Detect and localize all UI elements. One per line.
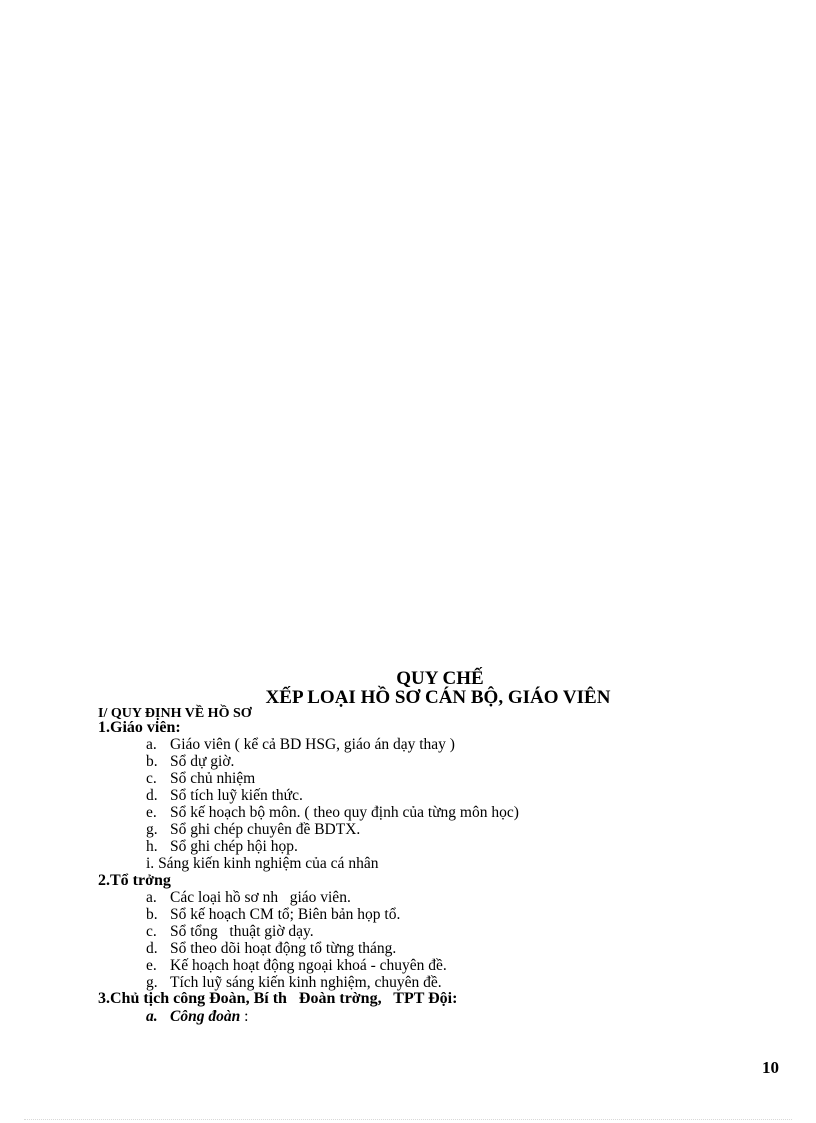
section-heading: I/ QUY ĐỊNH VỀ HỒ SƠ <box>98 706 252 721</box>
list-item: e. Sổ kế hoạch bộ môn. ( theo quy định của từng môn học) <box>146 804 519 821</box>
document-title: QUY CHẾ <box>396 668 484 689</box>
list-item: b. Sổ dự giờ. <box>146 753 235 770</box>
list-item: a. Các loại hồ sơ nh giáo viên. <box>146 889 351 906</box>
list-item: d. Sổ tích luỹ kiến thức. <box>146 787 303 804</box>
list-item: c. Sổ tổng thuật giờ dạy. <box>146 923 314 940</box>
list-item: a. Giáo viên ( kể cả BD HSG, giáo án dạy thay ) <box>146 736 455 753</box>
document-subtitle: XẾP LOẠI HỒ SƠ CÁN BỘ, GIÁO VIÊN <box>265 687 611 708</box>
list-item: h. Sổ ghi chép hội họp. <box>146 838 298 855</box>
subsection-heading-union: 3.Chủ tịch công Đoàn, Bí th Đoàn trờng, TPT Đội: <box>98 990 458 1007</box>
list-item: a. Công đoàn : <box>146 1008 249 1025</box>
list-item: c. Sổ chủ nhiệm <box>146 770 256 787</box>
list-item: e. Kế hoạch hoạt động ngoại khoá - chuyên đề. <box>146 957 447 974</box>
subsection-heading-teachers: 1.Giáo viên: <box>98 719 181 736</box>
list-item: g. Tích luỹ sáng kiến kinh nghiệm, chuyên đề. <box>146 974 442 991</box>
footer-divider <box>24 1119 792 1120</box>
list-item: b. Sổ kế hoạch CM tổ; Biên bản họp tổ. <box>146 906 401 923</box>
page-number: 10 <box>762 1058 779 1077</box>
list-item: g. Sổ ghi chép chuyên đề BDTX. <box>146 821 361 838</box>
subsection-heading-team-leader: 2.Tổ trởng <box>98 872 171 889</box>
list-item: i. Sáng kiến kinh nghiệm của cá nhân <box>146 855 379 872</box>
list-item: d. Sổ theo dõi hoạt động tổ từng tháng. <box>146 940 397 957</box>
